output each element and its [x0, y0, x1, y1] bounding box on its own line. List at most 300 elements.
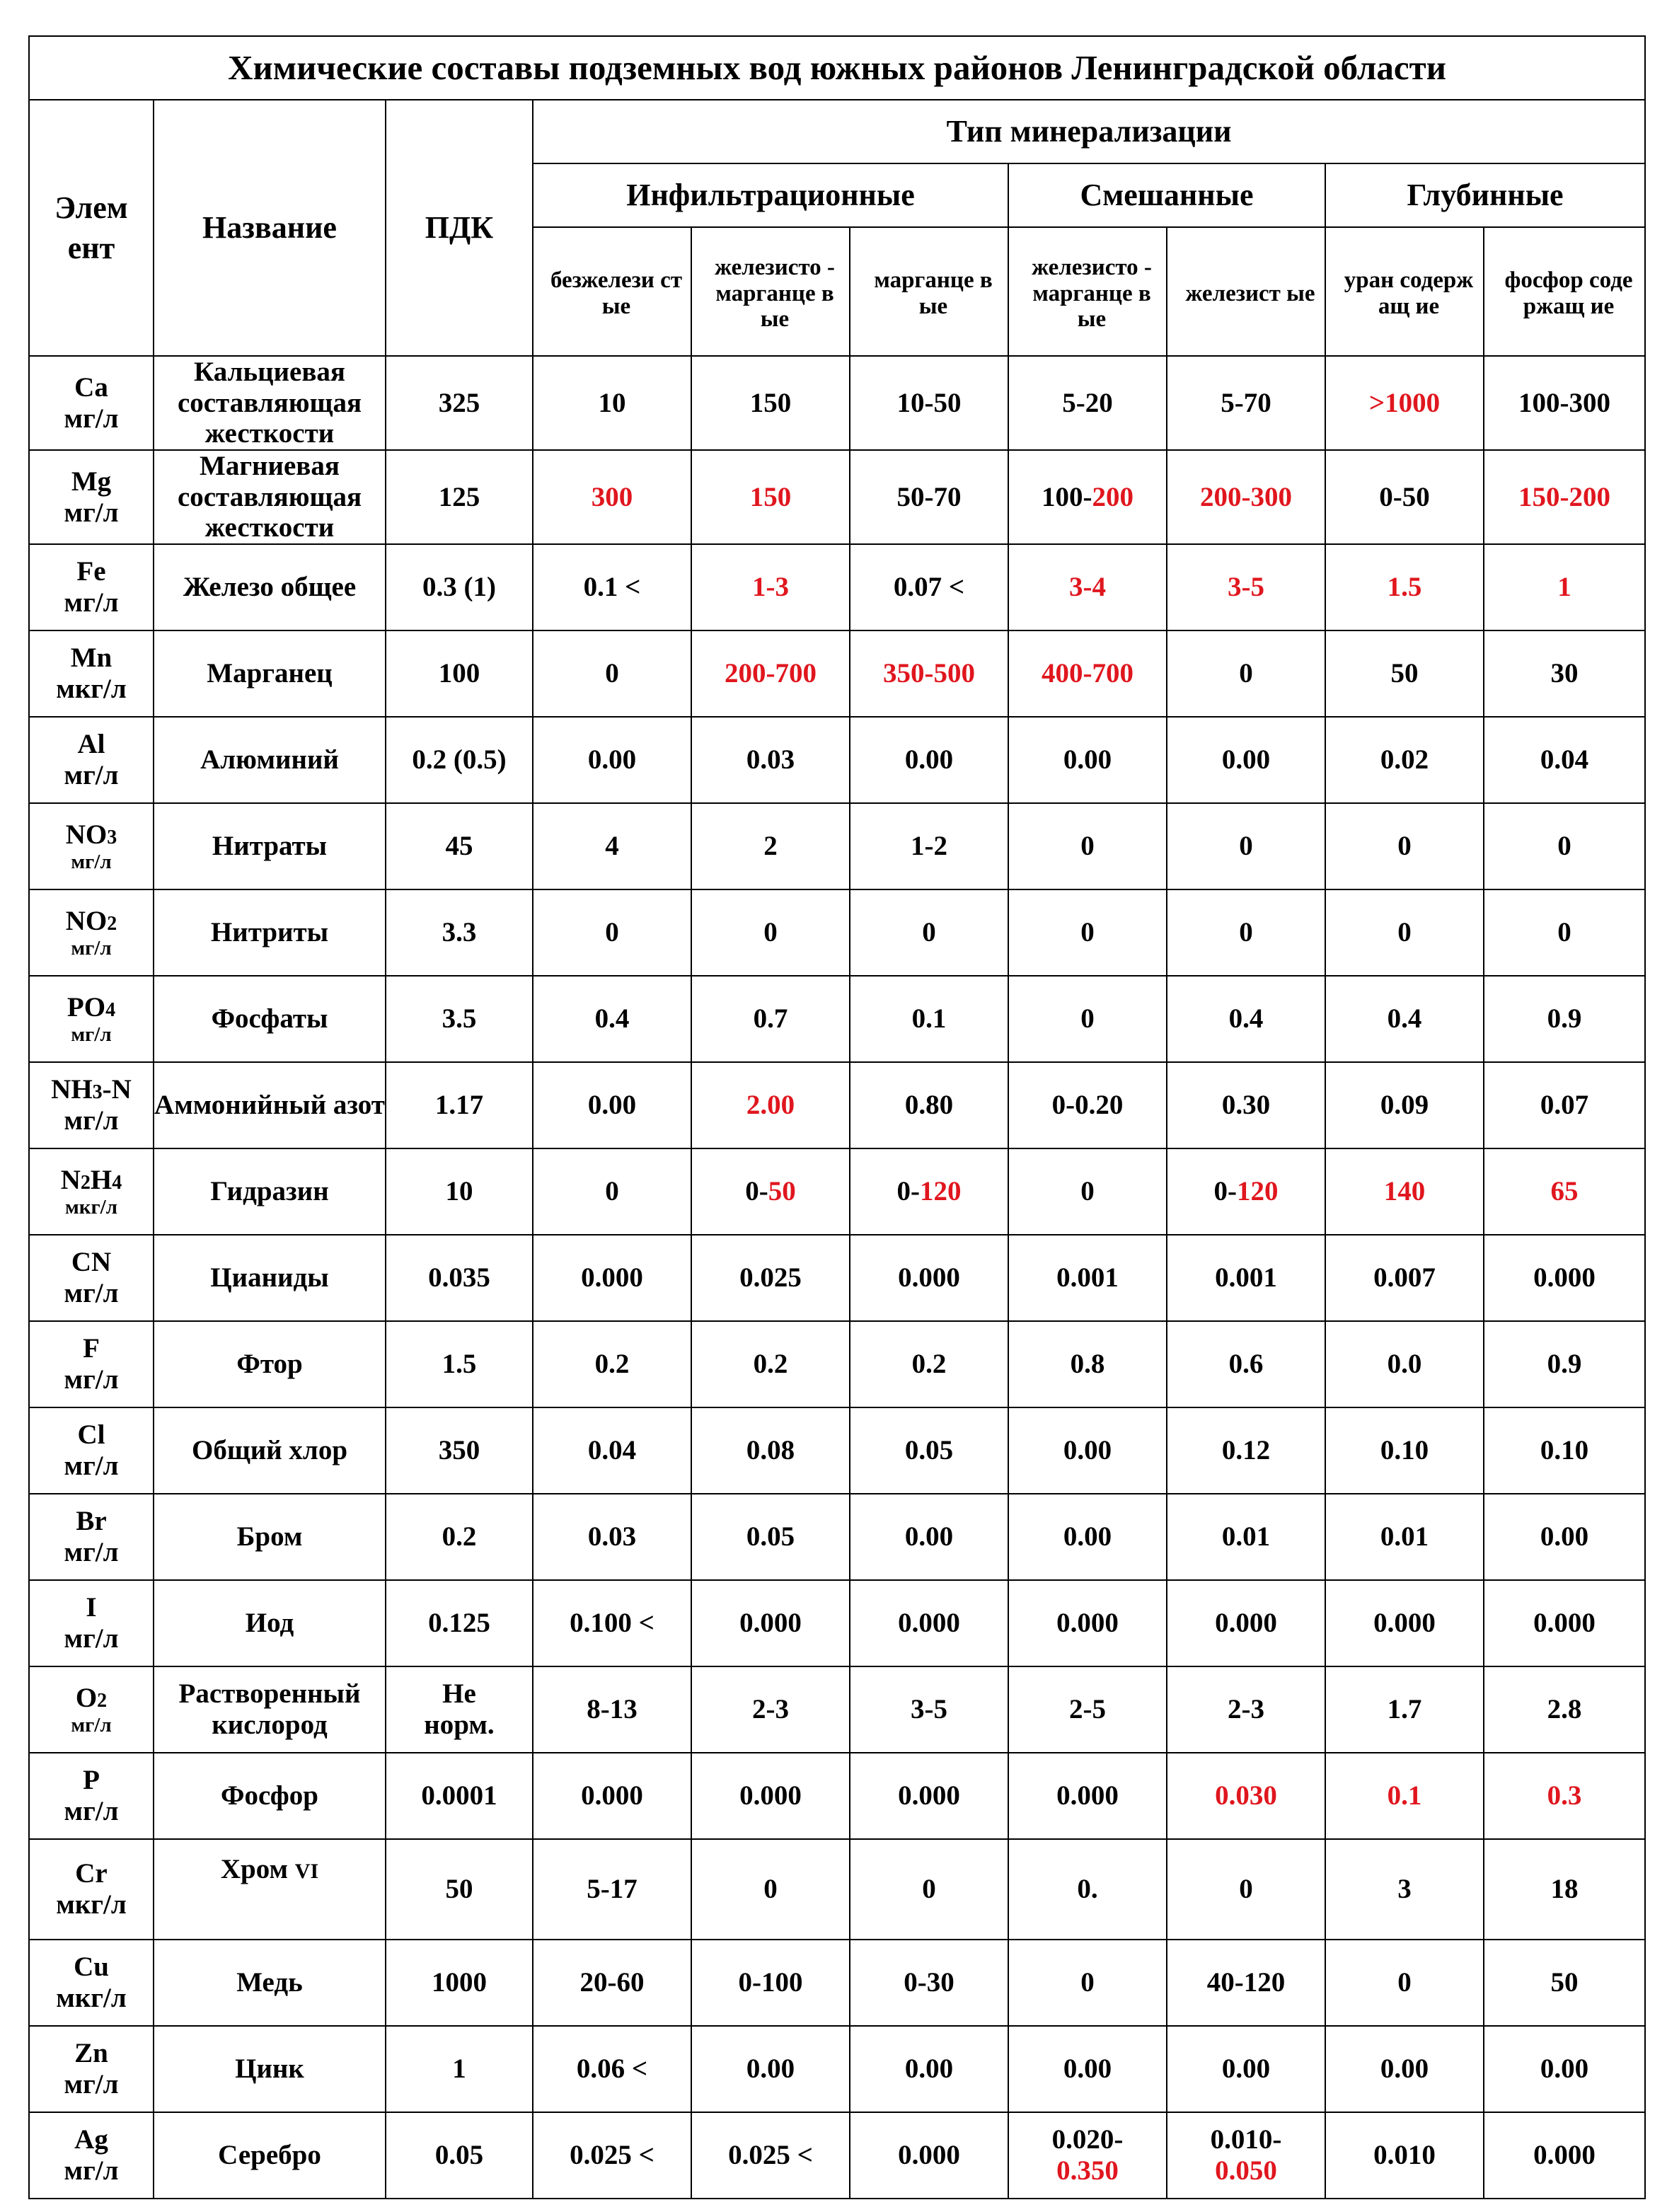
element-symbol: [30, 1506, 153, 1537]
element-cell: [29, 1235, 154, 1321]
value-text: 50: [1390, 658, 1419, 689]
value-text: 0: [605, 1176, 619, 1207]
value-cell: [850, 1148, 1008, 1235]
value-text: 0: [1239, 831, 1253, 862]
value-text: 0: [1239, 917, 1253, 948]
element-unit: мг/л: [71, 850, 112, 873]
value-text: 0.06 <: [576, 2053, 648, 2085]
value-cell: [1167, 1321, 1325, 1407]
substance-name-text: Марганец: [207, 658, 333, 689]
table-row: [29, 1753, 1645, 1839]
table-row: [29, 1148, 1645, 1235]
value-cell: [1325, 1235, 1484, 1321]
value-cell: [1008, 1235, 1167, 1321]
value-text: 0.: [1077, 1874, 1098, 1905]
substance-name: [154, 1580, 386, 1666]
symbol-part: Ca: [74, 371, 108, 403]
element-unit: мг/л: [71, 1713, 112, 1736]
pdk-value: 0.2: [386, 1494, 533, 1580]
value-text: 350-500: [883, 658, 975, 689]
element-unit: мг/л: [64, 1278, 119, 1309]
header-subtype: уран содержащ ие: [1325, 227, 1484, 356]
value-cell: [1484, 1494, 1645, 1580]
value-cell: [1008, 1062, 1167, 1148]
value-text: 50-70: [896, 481, 962, 512]
symbol-part: Mn: [70, 643, 113, 674]
value-cell: [1008, 1839, 1167, 1940]
value-cell: [533, 1062, 691, 1148]
element-unit: мг/л: [64, 1537, 119, 1568]
substance-name-text: Магниевая составляющая жесткости: [177, 451, 362, 543]
element-symbol: [30, 643, 153, 674]
value-cell: [1484, 889, 1645, 976]
element-cell: [29, 1940, 154, 2026]
value-text: 0.04: [1540, 744, 1589, 776]
value-text: 0.4: [594, 1003, 630, 1035]
table-row: [29, 803, 1645, 889]
value-cell: [1008, 1321, 1167, 1407]
value-cell: [1167, 2112, 1325, 2199]
element-cell: [29, 1494, 154, 1580]
value-text: 0.00: [1221, 2053, 1271, 2085]
value-text: 1: [1557, 572, 1571, 603]
value-text: 0.04: [587, 1435, 637, 1466]
value-cell: [691, 976, 850, 1062]
element-unit: мг/л: [64, 1796, 119, 1827]
value-text: 2: [763, 831, 778, 862]
value-cell: [850, 544, 1008, 630]
header-group-mixed: Смешанные: [1008, 163, 1325, 227]
value-text: 0.02: [1380, 744, 1429, 776]
element-unit: мг/л: [64, 1364, 119, 1395]
value-text: 0-0.20: [1051, 1090, 1124, 1121]
value-cell: [1325, 1407, 1484, 1494]
header-element: [29, 100, 154, 356]
value-text: 0.4: [1228, 1003, 1264, 1035]
value-text: 0.00: [904, 744, 954, 776]
value-text: 0.00: [1221, 744, 1271, 776]
value-text-highlight: 200: [1092, 481, 1134, 512]
element-symbol: [30, 729, 153, 760]
value-cell: [533, 1494, 691, 1580]
table-row: [29, 1940, 1645, 2026]
symbol-part: N: [60, 1164, 81, 1195]
substance-name-text: Нитраты: [212, 831, 328, 862]
element-symbol: [30, 1419, 153, 1451]
value-text: 50: [1550, 1967, 1579, 1998]
substance-name-text: Хром: [220, 1854, 289, 1885]
value-cell: [1167, 803, 1325, 889]
value-text: 20-60: [579, 1967, 645, 1998]
substance-name: [154, 1321, 386, 1407]
value-cell: [533, 1407, 691, 1494]
value-cell: [850, 450, 1008, 544]
table-body: [29, 356, 1645, 2199]
table-title: Химические составы подземных вод южных районов Ленинградской области: [29, 36, 1645, 100]
value-cell: [850, 803, 1008, 889]
value-text: 0.03: [746, 744, 795, 776]
value-text: 0.000: [1533, 2140, 1596, 2171]
value-cell: [1167, 630, 1325, 717]
value-text: 0-50: [1379, 481, 1430, 512]
substance-name: [154, 2026, 386, 2112]
value-cell: [1325, 1148, 1484, 1235]
value-text: 0.80: [904, 1090, 954, 1121]
substance-name-text: Железо общее: [183, 572, 357, 603]
value-cell: [533, 1753, 691, 1839]
substance-name: [154, 356, 386, 450]
value-cell: [1484, 2026, 1645, 2112]
value-text: 0-30: [904, 1967, 954, 1998]
header-subtype: железисто - марганце вые: [1008, 227, 1167, 356]
value-text: 0.2: [911, 1349, 947, 1380]
pdk-value: 325: [386, 356, 533, 450]
value-text: 0.030: [1215, 1780, 1277, 1811]
substance-name: [154, 717, 386, 803]
table-row: [29, 630, 1645, 717]
water-composition-table: [28, 35, 1646, 2199]
value-cell: [1484, 1940, 1645, 2026]
value-text: 0.12: [1221, 1435, 1271, 1466]
value-text: 0.010: [1373, 2140, 1436, 2171]
value-text: 3-5: [911, 1694, 947, 1725]
substance-name: [154, 630, 386, 717]
substance-name: [154, 1148, 386, 1235]
symbol-subscript: 2: [80, 1171, 91, 1194]
value-cell: [1484, 803, 1645, 889]
value-text: 0: [1239, 658, 1253, 689]
element-cell: [29, 1753, 154, 1839]
value-cell: [1325, 1666, 1484, 1753]
element-cell: [29, 1148, 154, 1235]
value-cell: [1008, 717, 1167, 803]
element-cell: [29, 544, 154, 630]
value-text: 0.00: [904, 1521, 954, 1553]
value-cell: [1167, 544, 1325, 630]
value-cell: [691, 1494, 850, 1580]
value-text: 0.3: [1547, 1780, 1582, 1811]
value-cell: [691, 1839, 850, 1940]
value-text: 0: [1397, 917, 1412, 948]
value-cell: [1167, 1407, 1325, 1494]
value-text: 0.000: [739, 1608, 802, 1639]
element-symbol: [30, 372, 153, 403]
symbol-part: O: [75, 1682, 98, 1713]
value-text: 0: [1080, 831, 1095, 862]
value-text: 3: [1397, 1874, 1412, 1905]
element-unit: мг/л: [64, 760, 119, 791]
value-text: 0.000: [1056, 1608, 1119, 1639]
symbol-part: NO: [65, 819, 108, 850]
substance-name-text: Медь: [236, 1967, 303, 1998]
value-cell: [691, 630, 850, 717]
value-cell: [1167, 1148, 1325, 1235]
substance-name-text: Бром: [236, 1521, 303, 1553]
value-cell: [1325, 1580, 1484, 1666]
value-cell: [1008, 1148, 1167, 1235]
value-cell: [691, 1321, 850, 1407]
value-text: 0.00: [1540, 1521, 1589, 1553]
symbol-part: H: [90, 1164, 113, 1195]
element-symbol: [30, 1165, 153, 1196]
value-cell: [1484, 1666, 1645, 1753]
element-cell: [29, 976, 154, 1062]
value-text: 0.00: [587, 744, 637, 776]
substance-name: [154, 1753, 386, 1839]
value-text: 0.025: [739, 1262, 802, 1294]
value-cell: [1008, 544, 1167, 630]
substance-name-text: Фосфор: [221, 1780, 318, 1811]
element-symbol: [30, 906, 153, 937]
substance-name: [154, 2112, 386, 2199]
value-text: 0.1: [1387, 1780, 1422, 1811]
value-cell: [1008, 356, 1167, 450]
value-text: 0: [1557, 831, 1571, 862]
value-cell: [1484, 1407, 1645, 1494]
substance-name-text: Нитриты: [210, 917, 329, 948]
pdk-value: 10: [386, 1148, 533, 1235]
value-text: 0: [605, 917, 619, 948]
value-cell: [850, 1321, 1008, 1407]
value-text: 0.000: [1056, 1780, 1119, 1811]
value-text: 0.2: [594, 1349, 630, 1380]
value-cell: [1008, 1494, 1167, 1580]
value-text: 2-3: [752, 1694, 789, 1725]
header-element-label: Элем ент: [54, 190, 128, 265]
element-cell: [29, 2026, 154, 2112]
value-text: 0: [922, 1874, 936, 1905]
element-cell: [29, 803, 154, 889]
value-text: 2.00: [746, 1090, 795, 1121]
value-text: 0.9: [1547, 1349, 1582, 1380]
value-text: 0.0: [1387, 1349, 1422, 1380]
value-text: 0.8: [1070, 1349, 1105, 1380]
substance-name-text: Общий хлор: [191, 1435, 348, 1466]
symbol-part: Cl: [77, 1419, 105, 1451]
value-cell: [1167, 1062, 1325, 1148]
value-cell: [1484, 717, 1645, 803]
substance-name-suffix: VI: [294, 1860, 319, 1884]
table-row: [29, 1494, 1645, 1580]
element-cell: [29, 1062, 154, 1148]
value-text: 0.30: [1221, 1090, 1271, 1121]
element-cell: [29, 889, 154, 976]
value-cell: [1325, 1321, 1484, 1407]
substance-name: [154, 1940, 386, 2026]
value-text: 0.00: [1063, 1521, 1112, 1553]
header-subtype: железист ые: [1167, 227, 1325, 356]
value-text: 2-3: [1228, 1694, 1264, 1725]
symbol-subscript: 3: [92, 1081, 103, 1104]
value-cell: [1484, 1839, 1645, 1940]
value-text: 30: [1550, 658, 1579, 689]
value-cell: [533, 1235, 691, 1321]
value-cell: [1484, 1321, 1645, 1407]
value-text: 10-50: [896, 387, 962, 418]
value-text: 0.00: [1540, 2053, 1589, 2085]
value-text: 0: [1557, 917, 1571, 948]
value-text: 0: [1080, 1003, 1095, 1035]
value-cell: [533, 889, 691, 976]
substance-name-text: Иод: [245, 1608, 294, 1639]
header-group-deep: Глубинные: [1325, 163, 1645, 227]
value-text-highlight: 0.050: [1215, 2155, 1277, 2187]
value-text: 0.01: [1380, 1521, 1429, 1553]
element-symbol: [30, 819, 153, 851]
value-cell: [1167, 1580, 1325, 1666]
symbol-part: Al: [77, 729, 105, 760]
value-cell: [850, 976, 1008, 1062]
symbol-part: Fe: [76, 556, 106, 587]
value-text: 0.08: [746, 1435, 795, 1466]
value-text: 0.10: [1540, 1435, 1589, 1466]
value-text: 0.00: [904, 2053, 954, 2085]
substance-name-text: Серебро: [218, 2140, 321, 2171]
table-row: [29, 356, 1645, 450]
value-cell: [691, 544, 850, 630]
value-cell: [533, 356, 691, 450]
substance-name: [154, 976, 386, 1062]
value-cell: [1008, 1666, 1167, 1753]
value-cell: [533, 2112, 691, 2199]
substance-name: [154, 1666, 386, 1753]
value-text: 0.4: [1387, 1003, 1422, 1035]
header-subtype: фосфор содержащ ие: [1484, 227, 1645, 356]
value-cell: [850, 1940, 1008, 2026]
value-cell: [1167, 1940, 1325, 2026]
value-cell: [1167, 976, 1325, 1062]
value-text: 0-: [1213, 1176, 1237, 1207]
value-text: 0: [1080, 1967, 1095, 1998]
value-cell: [1484, 976, 1645, 1062]
value-cell: [1325, 630, 1484, 717]
value-cell: [1484, 544, 1645, 630]
value-cell: [691, 1580, 850, 1666]
value-cell: [1008, 630, 1167, 717]
value-cell: [691, 1407, 850, 1494]
symbol-subscript: 3: [107, 826, 117, 848]
table-row: [29, 1321, 1645, 1407]
value-text: 3-5: [1228, 572, 1264, 603]
substance-name: [154, 544, 386, 630]
value-cell: [850, 2112, 1008, 2199]
value-cell: [691, 803, 850, 889]
table-row: [29, 2112, 1645, 2199]
value-text: 200-700: [725, 658, 817, 689]
value-cell: [691, 1753, 850, 1839]
value-cell: [533, 717, 691, 803]
value-text: 0.001: [1056, 1262, 1119, 1294]
element-unit: мг/л: [64, 2155, 119, 2187]
element-symbol: [30, 1858, 153, 1889]
value-cell: [1325, 450, 1484, 544]
value-cell: [691, 1062, 850, 1148]
substance-name-text: Цинк: [235, 2053, 304, 2085]
element-symbol: [30, 1683, 153, 1714]
value-text: 0.00: [1380, 2053, 1429, 2085]
element-symbol: [30, 556, 153, 587]
value-cell: [1167, 450, 1325, 544]
pdk-value: 45: [386, 803, 533, 889]
value-cell: [1325, 1062, 1484, 1148]
value-text: 0.000: [1533, 1262, 1596, 1294]
element-symbol: [30, 466, 153, 497]
value-cell: [1484, 1062, 1645, 1148]
value-cell: [1325, 976, 1484, 1062]
value-text: 18: [1550, 1874, 1579, 1905]
value-text: 0.000: [1215, 1608, 1277, 1639]
value-cell: [1008, 450, 1167, 544]
pdk-value: 1: [386, 2026, 533, 2112]
value-text: 1.7: [1387, 1694, 1422, 1725]
value-text: 150-200: [1518, 481, 1611, 512]
value-cell: [1167, 1666, 1325, 1753]
value-text: 0.2: [753, 1349, 788, 1380]
value-text: 0.000: [898, 1780, 960, 1811]
element-cell: [29, 1580, 154, 1666]
pdk-value: Не норм.: [386, 1666, 533, 1753]
value-cell: [691, 717, 850, 803]
value-cell: [533, 2026, 691, 2112]
value-cell: [850, 717, 1008, 803]
value-cell: [691, 356, 850, 450]
symbol-part: Mg: [71, 466, 112, 497]
value-text: 0.1: [911, 1003, 947, 1035]
symbol-part: NO: [65, 905, 108, 936]
symbol-part: Zn: [74, 2038, 108, 2069]
value-text: 400-700: [1042, 658, 1134, 689]
symbol-part: Cu: [74, 1952, 109, 1983]
value-text: 0.000: [581, 1262, 643, 1294]
value-text: >1000: [1368, 387, 1441, 418]
element-symbol: [30, 1765, 153, 1796]
value-text: 0: [1239, 1874, 1253, 1905]
value-cell: [1008, 1407, 1167, 1494]
value-text: 0: [1397, 831, 1412, 862]
value-cell: [1325, 1940, 1484, 2026]
pdk-value: 0.3 (1): [386, 544, 533, 630]
substance-name-text: Растворенный кислород: [178, 1678, 361, 1741]
value-cell: [1325, 803, 1484, 889]
element-unit: мг/л: [64, 2069, 119, 2100]
symbol-part: CN: [71, 1247, 112, 1278]
value-text: 1-3: [752, 572, 789, 603]
value-cell: [850, 1407, 1008, 1494]
value-cell: [1167, 1753, 1325, 1839]
value-cell: [850, 2026, 1008, 2112]
value-text: 150: [749, 387, 792, 418]
value-cell: [850, 1839, 1008, 1940]
value-cell: [850, 356, 1008, 450]
value-text: 0.7: [753, 1003, 788, 1035]
value-text: 0.6: [1228, 1349, 1264, 1380]
substance-name-text: Алюминий: [200, 744, 339, 776]
value-text: 10: [598, 387, 626, 418]
value-text: 3-4: [1069, 572, 1106, 603]
value-text: 200-300: [1200, 481, 1292, 512]
value-text: 2-5: [1069, 1694, 1106, 1725]
value-cell: [533, 630, 691, 717]
value-text: 5-20: [1062, 387, 1113, 418]
value-cell: [691, 2026, 850, 2112]
value-text: 0: [763, 917, 778, 948]
value-cell: [1484, 1235, 1645, 1321]
value-cell: [850, 1580, 1008, 1666]
value-text: 0.9: [1547, 1003, 1582, 1035]
value-text: 0.000: [1373, 1608, 1436, 1639]
value-text-highlight: 50: [768, 1176, 796, 1207]
substance-name: [154, 889, 386, 976]
